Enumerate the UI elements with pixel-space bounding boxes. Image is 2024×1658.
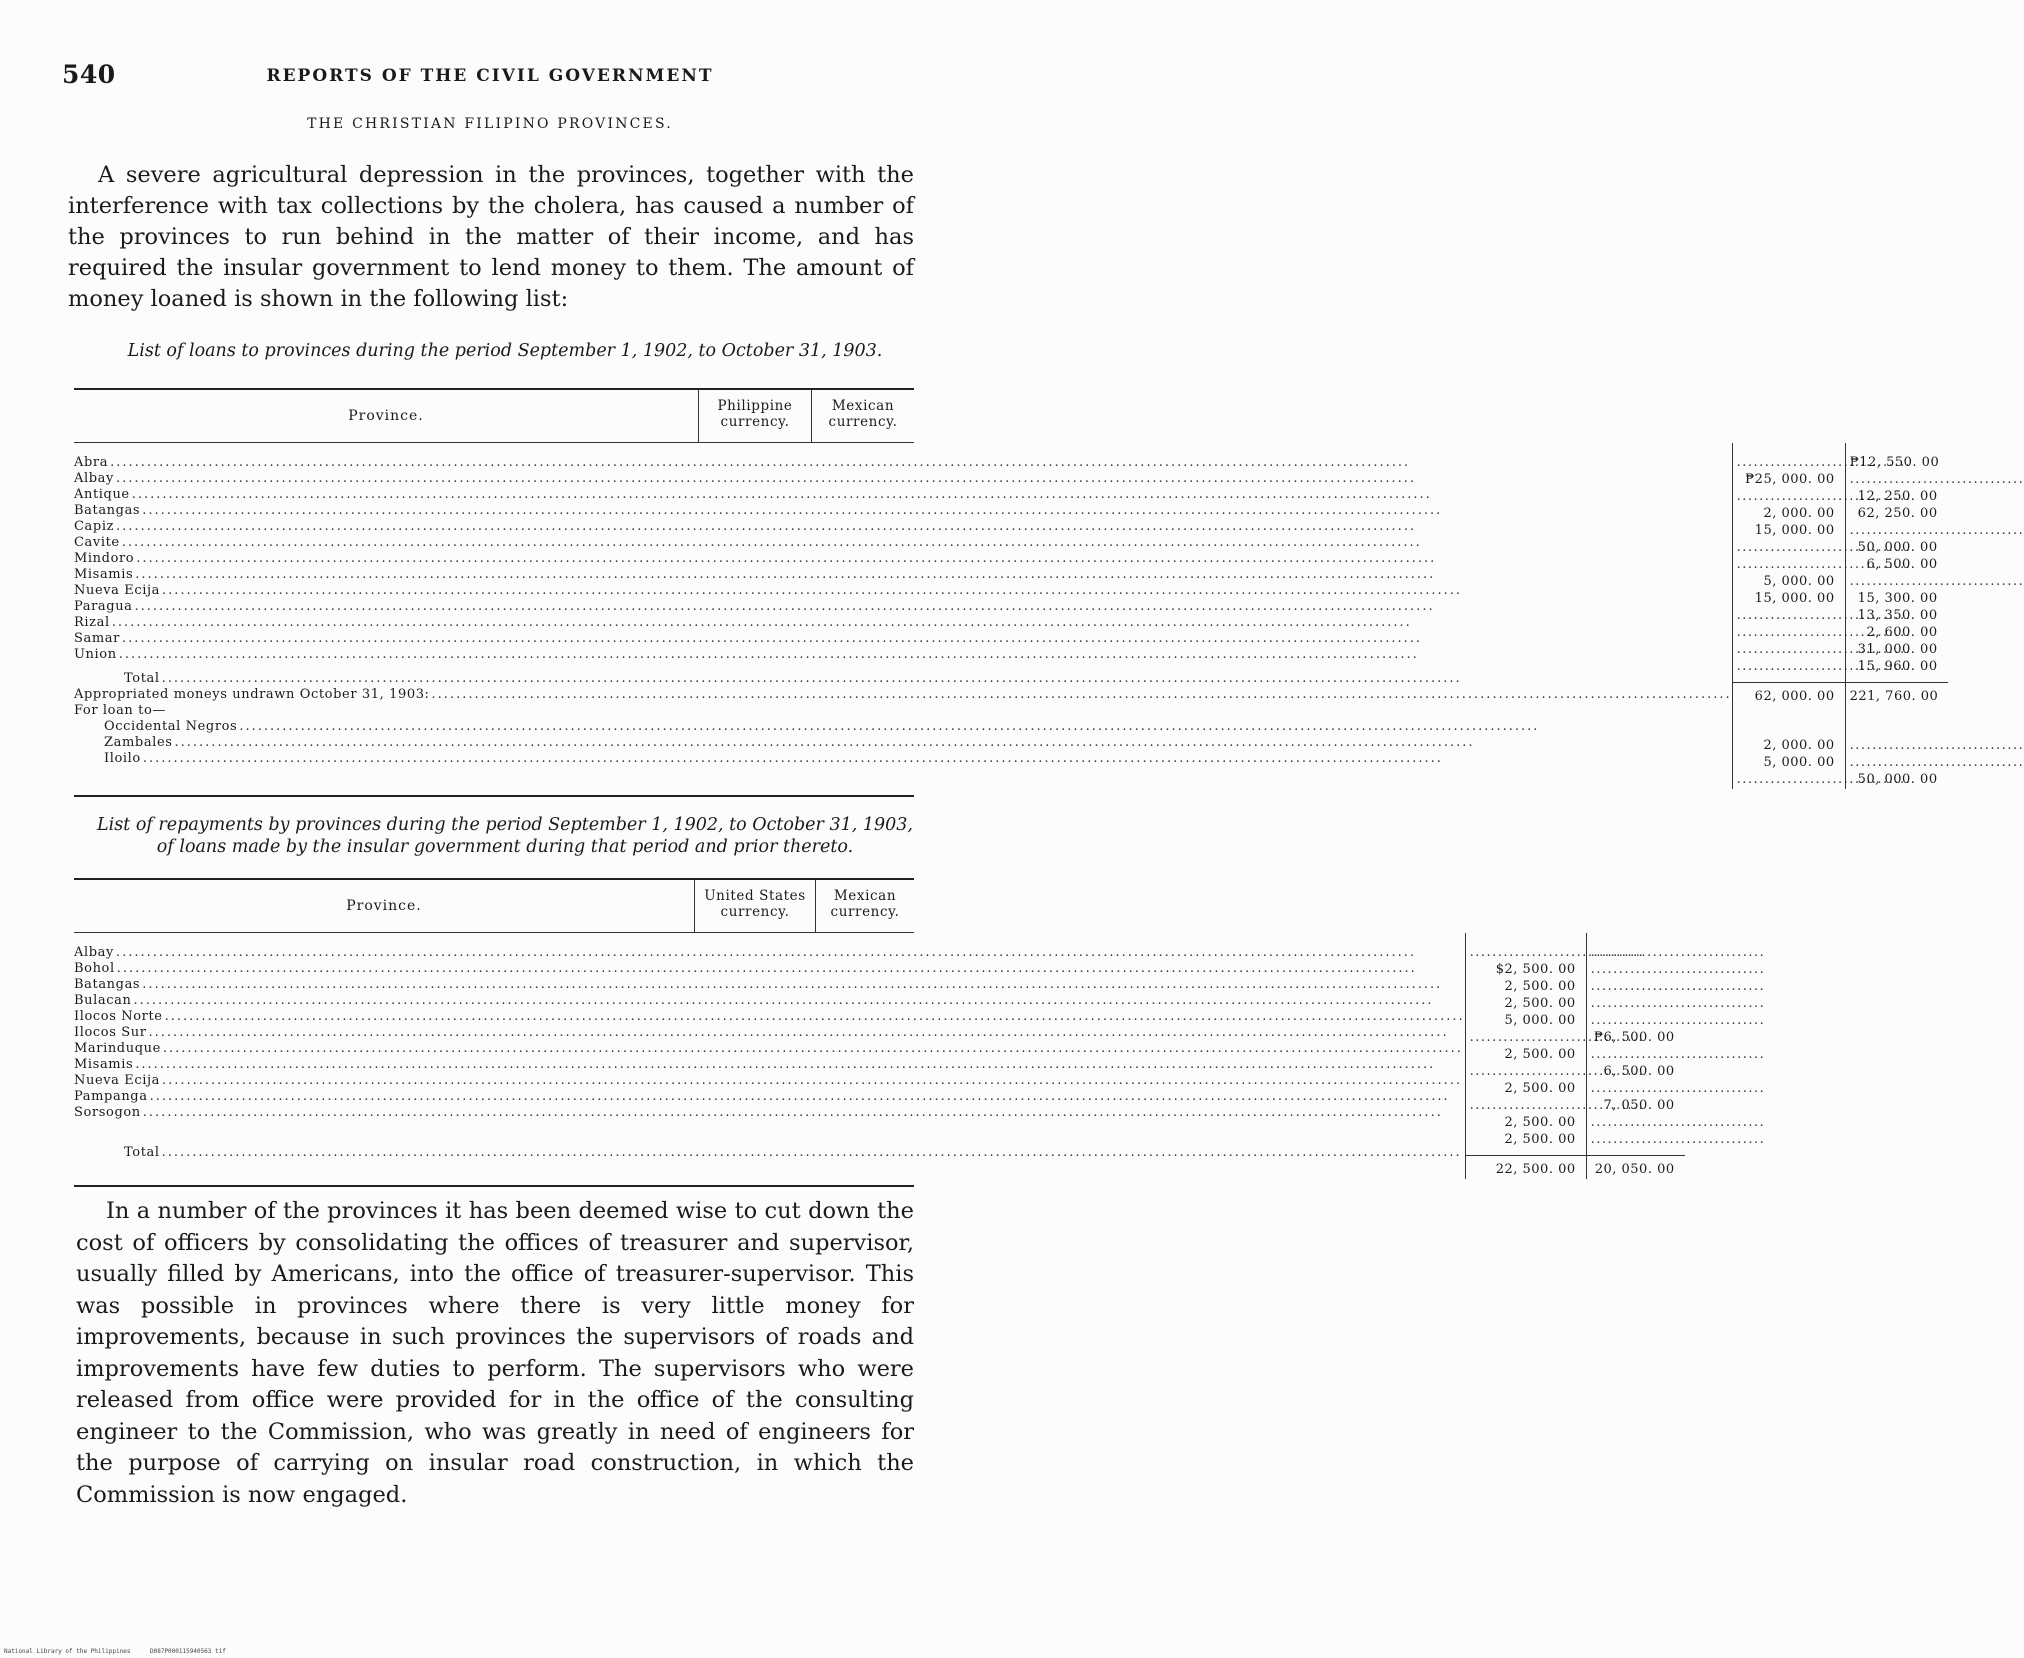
empty-cell [1587, 1013, 1685, 1030]
amount-cell: 2, 500. 00 [1504, 1115, 1576, 1130]
leader-dots [132, 487, 1732, 503]
table-subheading: For loan to— [74, 703, 166, 718]
province-label: Misamis [74, 1057, 134, 1072]
table-row [74, 535, 1732, 551]
amount-cell: ₱6, 500. 00 [1593, 1030, 1675, 1045]
table-row [74, 471, 1732, 487]
empty-cell [1466, 1030, 1586, 1047]
section-heading: THE CHRISTIAN FILIPINO PROVINCES. [307, 116, 673, 132]
empty-cell [1733, 659, 1845, 676]
header-province: Province. [348, 408, 424, 424]
header-province: Province. [346, 898, 422, 914]
empty-cell [1846, 755, 1948, 772]
empty-cell [1587, 1047, 1685, 1064]
leader-dots [175, 735, 1732, 751]
province-column [74, 443, 1732, 789]
leader-dots [143, 1105, 1465, 1121]
empty-cell [1733, 455, 1845, 472]
province-label: Samar [74, 631, 120, 646]
amount-cell: 50, 000. 00 [1857, 540, 1938, 555]
header-mexican-currency: Mexican currency. [815, 880, 914, 932]
amount-cell: 15, 000. 00 [1754, 523, 1835, 538]
table-row [74, 615, 1732, 631]
province-label: Sorsogon [74, 1105, 141, 1120]
caption-line-2: of loans made by the insular government during that period and prior thereto. [156, 837, 854, 857]
caption-line-1: List of repayments by provinces during the period September 1, 1902, to October 31, 1903, [97, 815, 913, 835]
table-row [74, 1089, 1465, 1105]
amount-cell: 2, 500. 00 [1504, 1047, 1576, 1062]
amount-cell: 62, 250. 00 [1857, 506, 1938, 521]
province-label: Ilocos Norte [74, 1009, 163, 1024]
empty-cell [1587, 962, 1685, 979]
footer-library: National Library of the Philippines [4, 1648, 131, 1655]
empty-cell [1587, 1115, 1685, 1132]
table-row [74, 1073, 1465, 1089]
us-column [1465, 933, 1586, 1179]
table-row [74, 599, 1732, 615]
table-row [74, 945, 1465, 961]
province-label: Antique [74, 487, 130, 502]
table-row [74, 671, 1732, 687]
province-label: Total [124, 671, 160, 686]
leader-dots [110, 455, 1732, 471]
amount-cell: 5, 000. 00 [1763, 574, 1835, 589]
table-row [74, 455, 1732, 471]
province-label: Pampanga [74, 1089, 148, 1104]
empty-cell [1587, 1132, 1685, 1149]
amount-cell: 15, 960. 00 [1857, 659, 1938, 674]
empty-cell [1733, 642, 1845, 659]
province-label: Misamis [74, 567, 134, 582]
amount-cell: 62, 000. 00 [1733, 682, 1845, 706]
table-row [74, 583, 1732, 599]
amount-cell: $2, 500. 00 [1495, 962, 1576, 977]
amount-cell: 15, 000. 00 [1754, 591, 1835, 606]
province-label: Marinduque [74, 1041, 161, 1056]
amount-cell: 22, 500. 00 [1466, 1155, 1586, 1179]
header-mexican-currency: Mexican currency. [811, 390, 914, 442]
table-row [74, 631, 1732, 647]
amount-cell: 12, 250. 00 [1857, 489, 1938, 504]
table-row [74, 1025, 1465, 1041]
amount-cell: 7, 050. 00 [1603, 1098, 1675, 1113]
province-label: Occidental Negros [104, 719, 238, 734]
empty-cell [1466, 945, 1586, 962]
leader-dots [117, 961, 1465, 977]
empty-cell [1733, 540, 1845, 557]
footer-file-id: D087P000115940563 tif [150, 1648, 226, 1655]
loans-table-caption: List of loans to provinces during the period September 1, 1902, to October 31, 1903. [127, 341, 883, 361]
table-row [74, 751, 1732, 767]
empty-cell [1733, 557, 1845, 574]
province-label: Albay [74, 945, 114, 960]
table-row [74, 503, 1732, 519]
empty-cell [1466, 1064, 1586, 1081]
amount-cell: 5, 000. 00 [1504, 1013, 1576, 1028]
province-label: Bohol [74, 961, 115, 976]
empty-cell [1846, 523, 1948, 540]
intro-paragraph: A severe agricultural depression in the provinces, together with the interference with tax collections by the cholera, has caused a number of the provinces to run behind in the matter of their income, and has required the insular government to lend money to them. The amount of money loaned is shown in the following list: [68, 162, 914, 312]
amount-cell: 2, 000. 00 [1763, 506, 1835, 521]
province-label: Iloilo [104, 751, 141, 766]
leader-dots [133, 993, 1464, 1009]
amount-cell: 15, 300. 00 [1857, 591, 1938, 606]
table-row [74, 1057, 1465, 1073]
amount-cell: 6, 500. 00 [1603, 1064, 1675, 1079]
empty-cell [1587, 945, 1685, 962]
amount-cell: ₱25, 000. 00 [1745, 472, 1835, 487]
amount-cell: 2, 500. 00 [1504, 996, 1576, 1011]
leader-dots [162, 583, 1732, 599]
leader-dots [432, 687, 1732, 703]
leader-dots [143, 751, 1732, 767]
table-row [74, 551, 1732, 567]
table-row [74, 519, 1732, 535]
leader-dots [136, 551, 1731, 567]
mexican-column [1586, 933, 1685, 1179]
leader-dots [150, 1089, 1465, 1105]
province-label: Nueva Ecija [74, 583, 160, 598]
amount-cell: 221, 760. 00 [1846, 682, 1948, 706]
province-label: Albay [74, 471, 114, 486]
leader-dots [149, 1025, 1465, 1041]
repayments-table-caption [80, 814, 930, 858]
table-row [74, 961, 1465, 977]
province-label: Batangas [74, 977, 141, 992]
province-label: Batangas [74, 503, 141, 518]
amount-cell: 2, 500. 00 [1504, 1132, 1576, 1147]
table-row [74, 647, 1732, 663]
province-label: Ilocos Sur [74, 1025, 147, 1040]
table-row [74, 1009, 1465, 1025]
amount-cell: 2, 500. 00 [1504, 979, 1576, 994]
leader-dots [162, 671, 1732, 687]
empty-cell [1466, 1098, 1586, 1115]
province-label: Union [74, 647, 117, 662]
empty-cell [1733, 489, 1845, 506]
philippine-column [1732, 443, 1845, 789]
amount-cell: 5, 000. 00 [1763, 755, 1835, 770]
leader-dots [116, 519, 1732, 535]
amount-cell: 6, 500. 00 [1866, 557, 1938, 572]
running-title: REPORTS OF THE CIVIL GOVERNMENT [266, 66, 714, 86]
header-philippine-currency: Philippine currency. [698, 390, 811, 442]
amount-cell: 20, 050. 00 [1587, 1155, 1685, 1179]
closing-paragraph: In a number of the provinces it has been deemed wise to cut down the cost of officers by consolidating the offices of treasurer and supervisor, usually filled by Americans, into the office of treasurer-supervisor. This was possible in provinces where there is very little money for improvements, because in such provinces the supervisors of roads and improvements have few duties to perform. The supervisors who were released from office were provided for in the office of the consulting engineer to the Commission, who was greatly in need of engineers for the purpose of carrying on insular road construction, in which the Commission is now engaged. [76, 1198, 914, 1508]
province-column [74, 933, 1465, 1179]
empty-cell [1846, 472, 1948, 489]
leader-dots [116, 471, 1732, 487]
amount-cell: 31, 000. 00 [1857, 642, 1938, 657]
table-row [74, 735, 1732, 751]
table-row [74, 719, 1732, 735]
province-label: Rizal [74, 615, 110, 630]
leader-dots [142, 977, 1464, 993]
amount-cell: 2, 500. 00 [1504, 1081, 1576, 1096]
empty-cell [1846, 738, 1948, 755]
province-label: Paragua [74, 599, 133, 614]
table-row [74, 1105, 1465, 1121]
province-label: Appropriated moneys undrawn October 31, 1903: [74, 687, 430, 702]
empty-cell [1733, 625, 1845, 642]
loans-table-header [74, 390, 914, 442]
leader-dots [122, 631, 1732, 647]
amount-cell: 50, 000. 00 [1857, 772, 1938, 787]
leader-dots [116, 945, 1465, 961]
amount-cell: 2, 000. 00 [1763, 738, 1835, 753]
repayments-table [74, 878, 1675, 1187]
empty-cell [1587, 996, 1685, 1013]
leader-dots [239, 719, 1731, 735]
province-label: Cavite [74, 535, 120, 550]
province-label: Bulacan [74, 993, 132, 1008]
leader-dots [162, 1145, 1465, 1161]
table-row [74, 487, 1732, 503]
leader-dots [163, 1041, 1465, 1057]
leader-dots [135, 1057, 1464, 1073]
leader-dots [122, 535, 1732, 551]
province-label: Zambales [104, 735, 173, 750]
table-row [74, 993, 1465, 1009]
leader-dots [165, 1009, 1465, 1025]
amount-cell: 13, 350. 00 [1857, 608, 1938, 623]
table-row [74, 1145, 1465, 1161]
province-label: Mindoro [74, 551, 135, 566]
province-label: Abra [74, 455, 109, 470]
leader-dots [135, 599, 1732, 615]
table-row [74, 687, 1732, 703]
loans-table [74, 388, 1940, 797]
empty-cell [1587, 979, 1685, 996]
province-label: Nueva Ecija [74, 1073, 160, 1088]
header-us-currency: United States currency. [694, 880, 815, 932]
province-label: Capiz [74, 519, 115, 534]
mexican-column [1845, 443, 1948, 789]
table-row [74, 567, 1732, 583]
repayments-table-header [74, 880, 914, 932]
empty-cell [1733, 608, 1845, 625]
leader-dots [135, 567, 1731, 583]
empty-cell [1587, 1081, 1685, 1098]
table-row [74, 977, 1465, 993]
leader-dots [162, 1073, 1465, 1089]
table-row [74, 1041, 1465, 1057]
amount-cell: 2, 600. 00 [1866, 625, 1938, 640]
empty-cell [1846, 574, 1948, 591]
leader-dots [112, 615, 1732, 631]
page-number: 540 [62, 60, 116, 89]
leader-dots [142, 503, 1731, 519]
empty-cell [1733, 772, 1845, 789]
amount-cell: ₱12, 550. 00 [1849, 455, 1940, 470]
province-label: Total [124, 1145, 160, 1160]
leader-dots [119, 647, 1732, 663]
